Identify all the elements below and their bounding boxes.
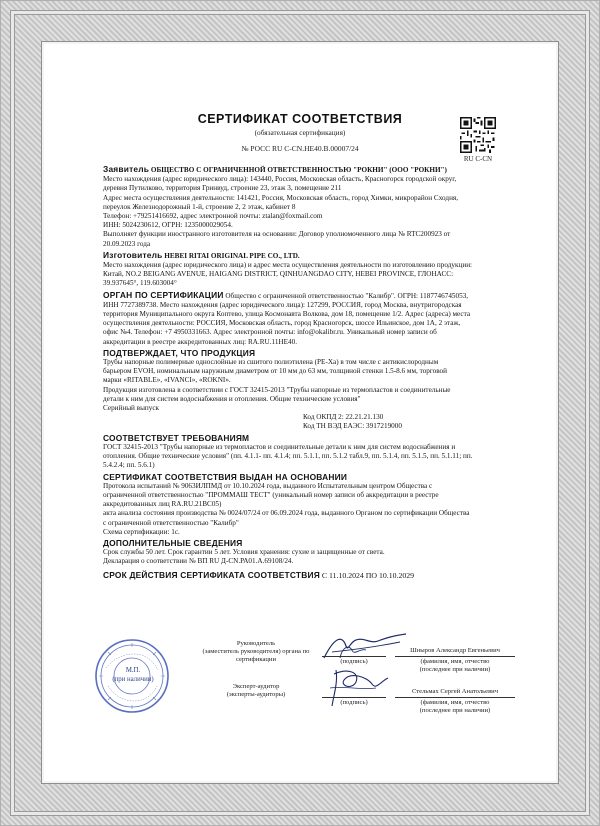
applicant-line: Место нахождения (адрес юридического лица): 143440, Россия, Московская область, Красногорск городской округ, [103,175,457,184]
okpd-code: Код ОКПД 2: 22.21.21.130 [303,413,384,422]
head-name-line [395,656,515,657]
organ-line: офис №4. Телефон: +7 4950331663. Адрес электронной почты: info@okalibr.ru. Уникальный номер записи об [103,328,437,337]
additional-line: Декларация о соответствии № ВП RU Д-CN.РА01.А.69108/24. [103,557,294,566]
product-line: Продукция изготовлена в соответствии с ГОСТ 32415-2013 "Трубы напорные из термопластов и соединительные [103,385,451,394]
qr-caption: RU C-CN [463,155,493,163]
basis-line: ограниченной ответственностью "ПРОММАШ ТЕСТ" (уникальный номер записи об аккредитации в реестре [103,490,439,499]
certificate-subtitle: (обязательная сертификация) [254,128,346,137]
product-line: барьером EVOH, номинальным наружным диаметром от 10 мм до 63 мм, толщиной стенки 1.5-8.6 мм, торговой [103,367,447,376]
expert-signature [326,664,396,710]
qr-code [460,117,496,153]
certificate-title: СЕРТИФИКАТ СООТВЕТСТВИЯ [197,112,403,126]
basis-line: Схема сертификации: 1с. [103,527,180,536]
organ-line: осуществления деятельности: РОССИЯ, Московская область, город Красногорск, шоссе Ильинское, дом 1А, 2 этаж, [103,319,461,328]
certificate-number: № РОСС RU C-CN.НЕ40.В.00007/24 [241,144,359,153]
basis-line: Протокола испытаний № 9063ИЛПМД от 10.10.2024 года, выданного Испытательным центром Общества с [103,481,433,490]
product-line: детали к ним для систем водоснабжения и отопления. Общие технические условия" [103,394,361,403]
product-heading: ПОДТВЕРЖДАЕТ, ЧТО ПРОДУКЦИЯ [103,347,256,358]
stamp-mp: М.П. [125,667,141,674]
manufacturer-line: Китай, NO.2 BEIGANG AVENUE, HAIGANG DISTRICT, QINHUANGDAO CITY, HEBEI PROVINCE, ГЛОНАСС: [103,270,454,279]
expert-sign-caption: (подпись) [340,699,368,706]
requirements-line: 5.4.2.4; пп. 5.6.1) [103,461,155,470]
basis-line: акта анализа состояния производства № 0024/07/24 от 06.09.2024 года, выданного Органом по сертификации Общества [103,509,470,518]
manufacturer-name: HEBEI RITAI ORIGINAL PIPE CO., LTD. [162,251,300,260]
requirements-line: ГОСТ 32415-2013 "Трубы напорные из термопластов и соединительные детали к ним для систем водоснабжения и [103,442,456,451]
stamp-caption: (при наличии) [112,676,154,683]
head-role: Руководитель (заместитель руководителя) органа по сертификации [202,640,310,663]
head-name: Шныров Александр Евгеньевич [410,647,500,654]
product-line: Трубы напорные полимерные однослойные из сшитого полиэтилена (PE-Xa) в том числе с антикислородным [103,358,439,367]
organ-line: ИНН 7727389738. Место нахождения (адрес юридического лица): 127299, РОССИЯ, город Москва, внутригородская [103,300,462,309]
applicant-line: Телефон: +79251416692, адрес электронной почты: ztalan@foxmail.com [103,212,323,221]
additional-heading: ДОПОЛНИТЕЛЬНЫЕ СВЕДЕНИЯ [103,537,243,548]
tnved-code: Код ТН ВЭД ЕАЭС: 3917219000 [303,422,402,431]
applicant-line: деревня Путилково, территория Гринвуд, строение 23, этаж 3, помещение 211 [103,184,342,193]
organ-label: ОРГАН ПО СЕРТИФИКАЦИИ [103,289,224,300]
manufacturer-label: Изготовитель [103,249,163,260]
applicant-heading-line [103,165,500,175]
applicant-line: 20.09.2023 года [103,239,151,248]
basis-heading: СЕРТИФИКАТ СООТВЕТСТВИЯ ВЫДАН НА ОСНОВАНИИ [103,471,348,482]
applicant-line: ИНН: 5024230612, ОГРН: 1235000029054. [103,221,233,230]
manufacturer-line: 39.937645°, 119.603004° [103,279,177,288]
applicant-line: Выполняет функции иностранного изготовителя на основании: Договор уполномоченного лица № RTC200923 от [103,230,451,239]
organ-line: аккредитации в реестре аккредитованных лиц: RA.RU.11НЕ40. [103,337,297,346]
head-name-caption: (фамилия, имя, отчество (последнее при наличии) [419,658,491,673]
organ-text: Общество с ограниченной ответственностью "Калибр". ОГРН: 1187746745053, [223,291,469,300]
manufacturer-heading-line [103,251,500,261]
basis-line: аккредитованных лиц RA.RU.21ВС05) [103,500,222,509]
applicant-name: ОБЩЕСТВО С ОГРАНИЧЕННОЙ ОТВЕТСТВЕННОСТЬЮ "РОКНИ" (ООО "РОКНИ") [149,166,447,174]
additional-line: Срок службы 50 лет. Срок гарантии 5 лет. Условия хранения: сухие и защищенные от света. [103,548,385,557]
head-signature [320,628,410,668]
validity-dates: С 11.10.2024 ПО 10.10.2029 [319,570,415,580]
requirements-heading: СООТВЕТСТВУЕТ ТРЕБОВАНИЯМ [103,432,250,443]
expert-name: Стельмах Сергей Анатольевич [411,688,499,695]
expert-name-caption: (фамилия, имя, отчество (последнее при наличии) [419,699,491,714]
expert-name-line [395,697,515,698]
product-line: Серийный выпуск [103,404,160,413]
head-sign-caption: (подпись) [340,658,368,665]
validity-heading: СРОК ДЕЙСТВИЯ СЕРТИФИКАТА СООТВЕТСТВИЯ [103,569,320,580]
applicant-label: Заявитель [103,164,150,174]
requirements-line: отопления. Общие технические условия" (пп. 4.1.1- пп. 4.1.4; пп. 5.1.1, пп. 5.1.2 табл.9, пп. 5.1.4, пп. 5.1.5, пп. 5.1.11; пп. [103,452,473,461]
manufacturer-line: Место нахождения (адрес юридического лица) и адрес места осуществления деятельности по изготовлению продукции: [103,261,473,270]
organ-line: территория Муниципального округа Коптево, улица Космонавта Волкова, дом 18, помещение 1/2. Адрес (адреса) места [103,310,471,319]
expert-role: Эксперт-аудитор (эксперты-аудиторы) [226,683,286,698]
applicant-line: Адрес места осуществления деятельности: 141421, Россия, Московская область, город Химки, микрорайон Сходня, [103,193,459,202]
organ-heading-line [103,291,500,301]
basis-line: с ограниченной ответственностью "Калибр" [103,518,239,527]
applicant-line: переулок Железнодорожный 1-й, строение 2, 2 этаж, кабинет 8 [103,202,296,211]
validity-line [103,571,500,581]
certificate-body [103,165,500,581]
product-line: марки «RITABLE», «IVANCI», «ROKNI». [103,376,231,385]
